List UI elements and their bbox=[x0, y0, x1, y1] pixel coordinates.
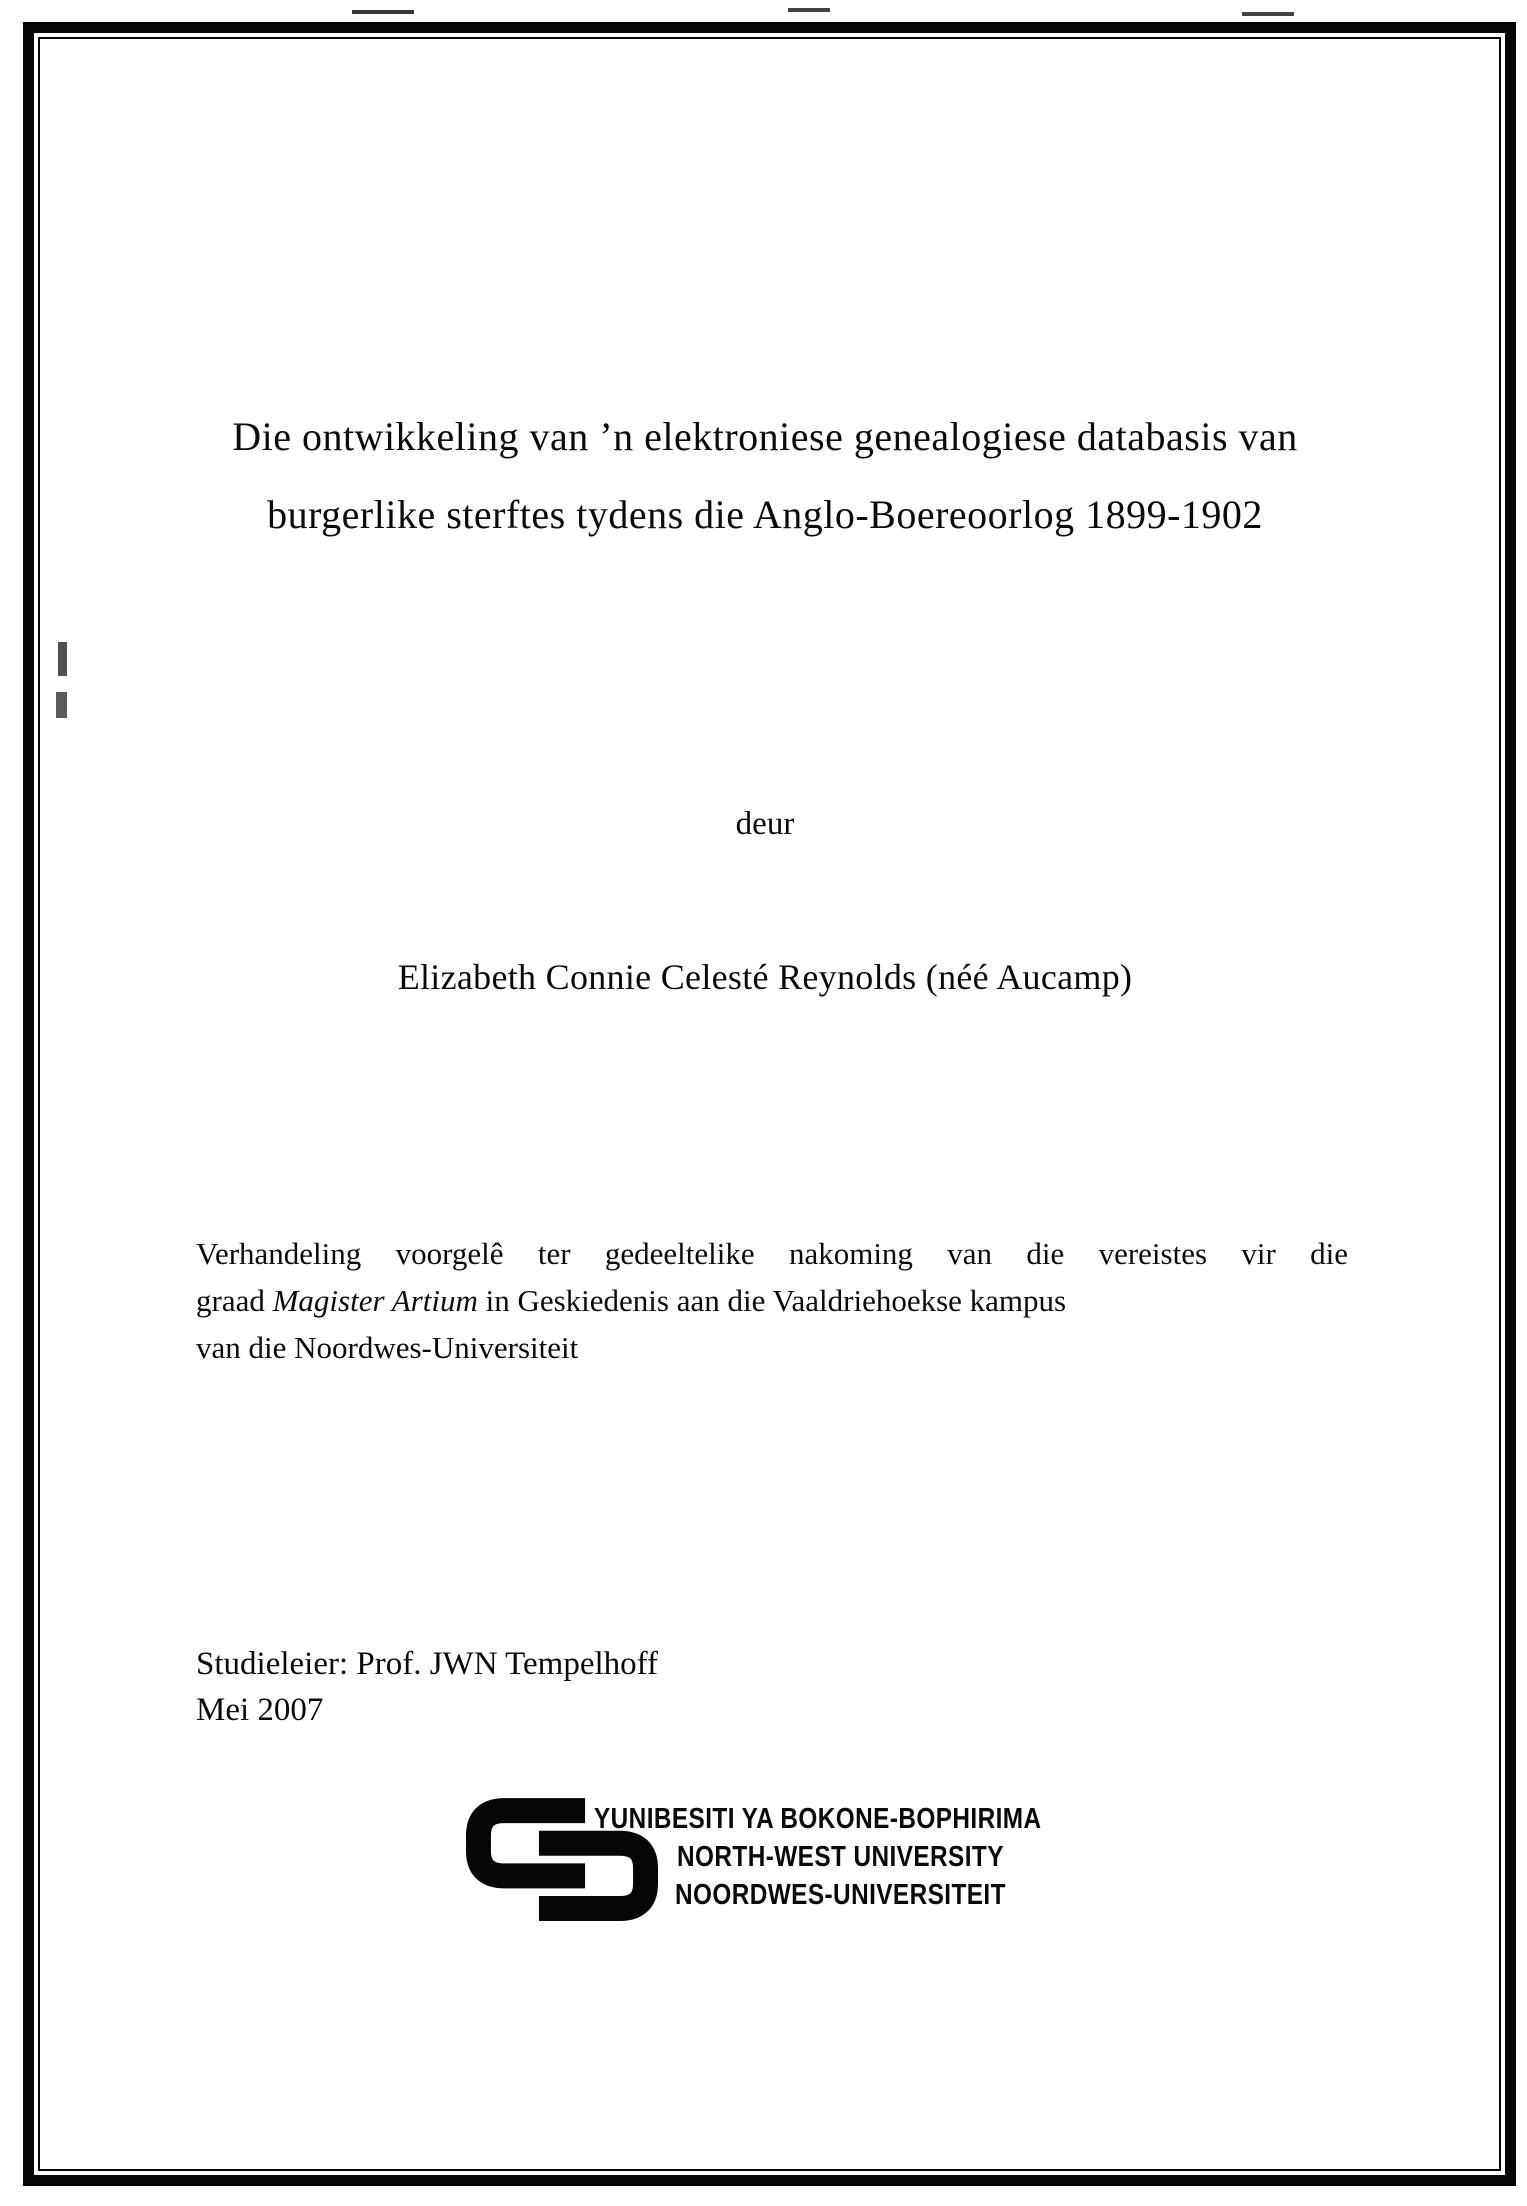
scan-artifact bbox=[58, 642, 67, 676]
degree-line-2-suffix: in Geskiedenis aan die Vaaldriehoekse kampus bbox=[477, 1283, 1067, 1318]
scan-artifact bbox=[352, 10, 414, 14]
scan-artifact bbox=[788, 8, 830, 12]
scan-artifact bbox=[1242, 12, 1294, 16]
degree-line-3: van die Noordwes-Universiteit bbox=[196, 1330, 579, 1365]
logo-text-english: NORTH-WEST UNIVERSITY bbox=[677, 1841, 1004, 1873]
degree-line-2-prefix: graad bbox=[196, 1283, 273, 1318]
title-line-1: Die ontwikkeling van ’n elektroniese genealogiese databasis van bbox=[232, 414, 1298, 459]
title-line-2: burgerlike sterftes tydens die Anglo-Boereoorlog 1899-1902 bbox=[267, 492, 1263, 537]
author-name: Elizabeth Connie Celesté Reynolds (néé Aucamp) bbox=[397, 957, 1133, 997]
degree-statement bbox=[196, 1230, 1348, 1371]
logo-text-setswana: YUNIBESITI YA BOKONE-BOPHIRIMA bbox=[594, 1803, 1042, 1835]
degree-line-1: Verhandeling voorgelê ter gedeeltelike nakoming van die vereistes vir die bbox=[196, 1236, 1348, 1271]
logo-text-afrikaans: NOORDWES-UNIVERSITEIT bbox=[675, 1879, 1006, 1911]
scan-artifact bbox=[56, 692, 67, 718]
byline-deur: deur bbox=[735, 806, 795, 842]
supervisor-line: Studieleier: Prof. JWN Tempelhoff bbox=[196, 1646, 659, 1682]
date-line: Mei 2007 bbox=[196, 1692, 324, 1728]
thesis-title bbox=[185, 398, 1345, 554]
degree-title-italic: Magister Artium bbox=[272, 1283, 478, 1318]
degree-line-2 bbox=[196, 1277, 1348, 1324]
